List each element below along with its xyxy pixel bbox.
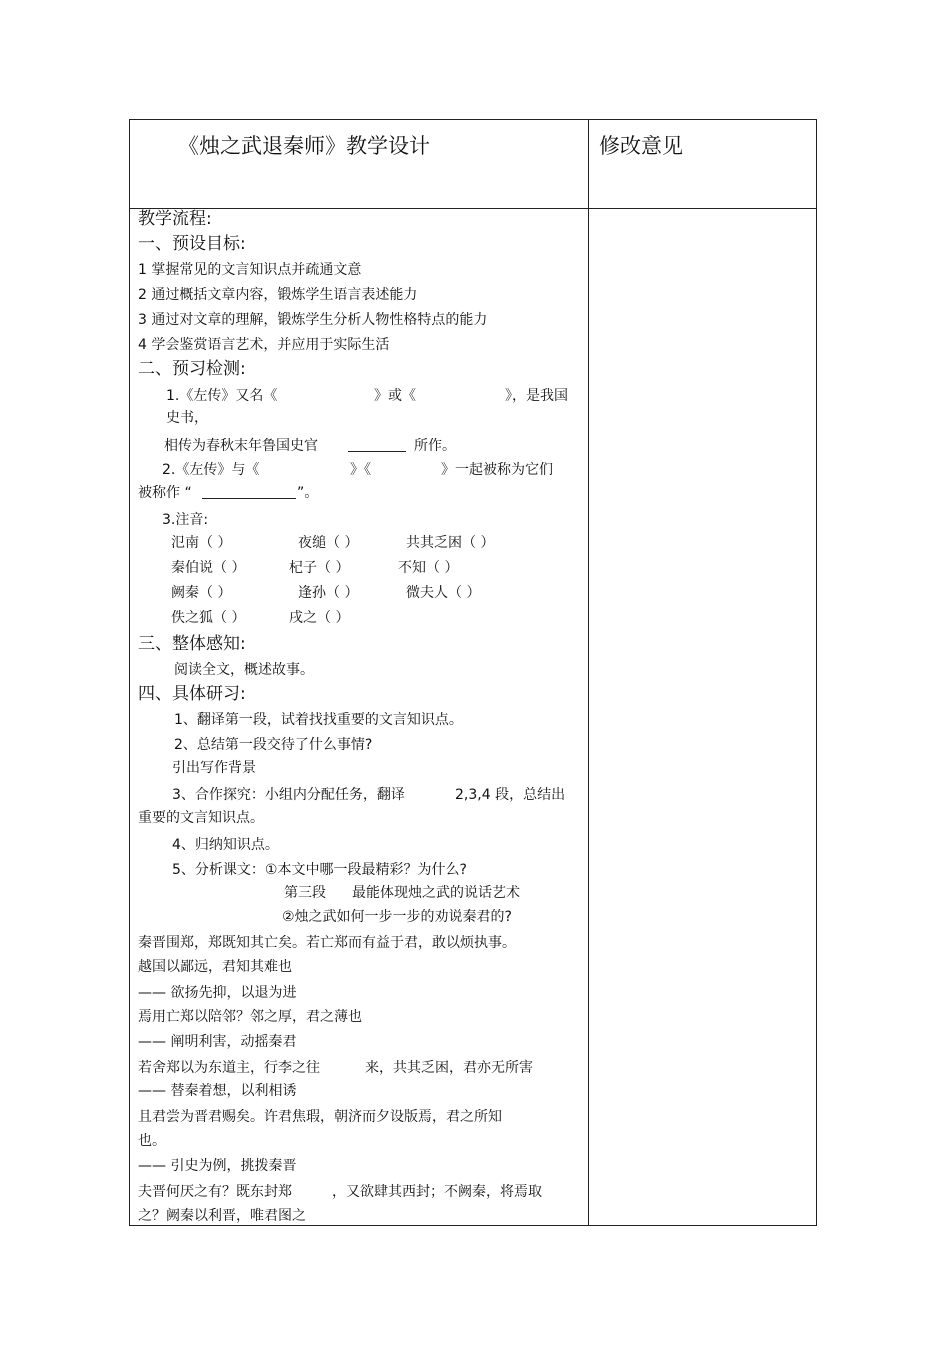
q1-part-d: 史书， (166, 410, 208, 426)
text-line: ，又欲肆其西封；不阙秦，将焉取 (332, 1184, 542, 1200)
study-item: 3、合作探究：小组内分配任务，翻译 (172, 787, 405, 803)
pinyin-item: 夜缒（ ） (298, 535, 359, 551)
q2-answer-blank (202, 484, 296, 504)
goal-item: 3 通过对文章的理解，锻炼学生分析人物性格特点的能力 (138, 312, 488, 328)
pinyin-item: 阙秦（ ） (171, 585, 232, 601)
study-item: 最能体现烛之武的说话艺术 (352, 885, 520, 901)
text-note: —— 欲扬先抑，以退为进 (138, 985, 297, 1001)
text-note: —— 阐明利害，动摇秦君 (138, 1034, 297, 1050)
study-item: 2、总结第一段交待了什么事情? (174, 737, 373, 753)
pinyin-item: 秦伯说（ ） (171, 560, 246, 576)
text-note: —— 替秦着想，以利相诱 (138, 1083, 297, 1099)
q1-answer-blank (348, 437, 406, 457)
pinyin-item: 佚之狐（ ） (171, 610, 246, 626)
flow-heading: 教学流程: (138, 209, 212, 229)
column-divider (588, 120, 589, 1225)
text-line: 越国以鄙远，君知其难也 (138, 959, 292, 975)
study-item: ②烛之武如何一步一步的劝说秦君的? (282, 909, 512, 925)
text-line: 来，共其乏困，君亦无所害 (365, 1060, 533, 1076)
study-item: 5、分析课文：①本文中哪一段最精彩？为什么? (172, 862, 467, 878)
header-divider (130, 208, 816, 209)
study-item: 1、翻译第一段，试着找找重要的文言知识点。 (174, 712, 463, 728)
section-3-heading: 三、整体感知: (138, 634, 246, 654)
section-1-heading: 一、预设目标: (138, 234, 246, 254)
text-line: 夫晋何厌之有？既东封郑 (138, 1184, 292, 1200)
pinyin-item: 杞子（ ） (289, 560, 350, 576)
q1-part-e: 相传为春秋末年鲁国史官 (164, 438, 318, 454)
section-4-heading: 四、具体研习: (138, 684, 246, 704)
study-item: 重要的文言知识点。 (138, 810, 264, 826)
q1-part-a: 1.《左传》又名《 (166, 388, 278, 404)
text-line: 且君尝为晋君赐矣。许君焦瑕，朝济而夕设版焉，君之所知 (138, 1109, 502, 1125)
q3-label: 3.注音: (162, 512, 209, 528)
section-3-text: 阅读全文，概述故事。 (174, 662, 314, 678)
q1-part-f: 所作。 (414, 438, 456, 454)
goal-item: 2 通过概括文章内容，锻炼学生语言表述能力 (138, 287, 418, 303)
q1-part-b: 》或《 (374, 388, 416, 404)
study-item: 2,3,4 段，总结出 (455, 787, 566, 803)
pinyin-item: 戌之（ ） (289, 610, 350, 626)
pinyin-item: 逢孙（ ） (298, 585, 359, 601)
text-note: —— 引史为例，挑拨秦晋 (138, 1158, 297, 1174)
pinyin-item: 微夫人（ ） (406, 585, 481, 601)
revision-column-header: 修改意见 (599, 134, 683, 158)
section-2-heading: 二、预习检测: (138, 359, 246, 379)
q2-part-a: 2.《左传》与《 (162, 462, 260, 478)
study-item: 4、归纳知识点。 (172, 837, 279, 853)
pinyin-item: 氾南（ ） (171, 535, 232, 551)
goal-item: 4 学会鉴赏语言艺术，并应用于实际生活 (138, 337, 390, 353)
study-item: 第三段 (284, 885, 326, 901)
text-line: 焉用亡郑以陪邻？邻之厚，君之薄也 (138, 1009, 362, 1025)
page-title: 《烛之武退秦师》教学设计 (178, 134, 430, 158)
pinyin-item: 共其乏困（ ） (406, 535, 495, 551)
study-item: 引出写作背景 (172, 760, 256, 776)
text-line: 秦晋围郑，郑既知其亡矣。若亡郑而有益于君，敢以烦执事。 (138, 935, 516, 951)
q2-part-e: ”。 (297, 485, 319, 501)
pinyin-item: 不知（ ） (398, 560, 459, 576)
goal-item: 1 掌握常见的文言知识点并疏通文意 (138, 262, 362, 278)
text-line: 之？阙秦以利晋，唯君图之 (138, 1208, 306, 1224)
q2-part-b: 》《 (350, 462, 371, 478)
q2-part-d: 被称作 “ (138, 485, 192, 501)
q2-part-c: 》一起被称为它们 (441, 462, 553, 478)
text-line: 若舍郑以为东道主，行李之往 (138, 1060, 320, 1076)
text-line: 也。 (138, 1133, 166, 1149)
q1-part-c: 》，是我国 (505, 388, 568, 404)
